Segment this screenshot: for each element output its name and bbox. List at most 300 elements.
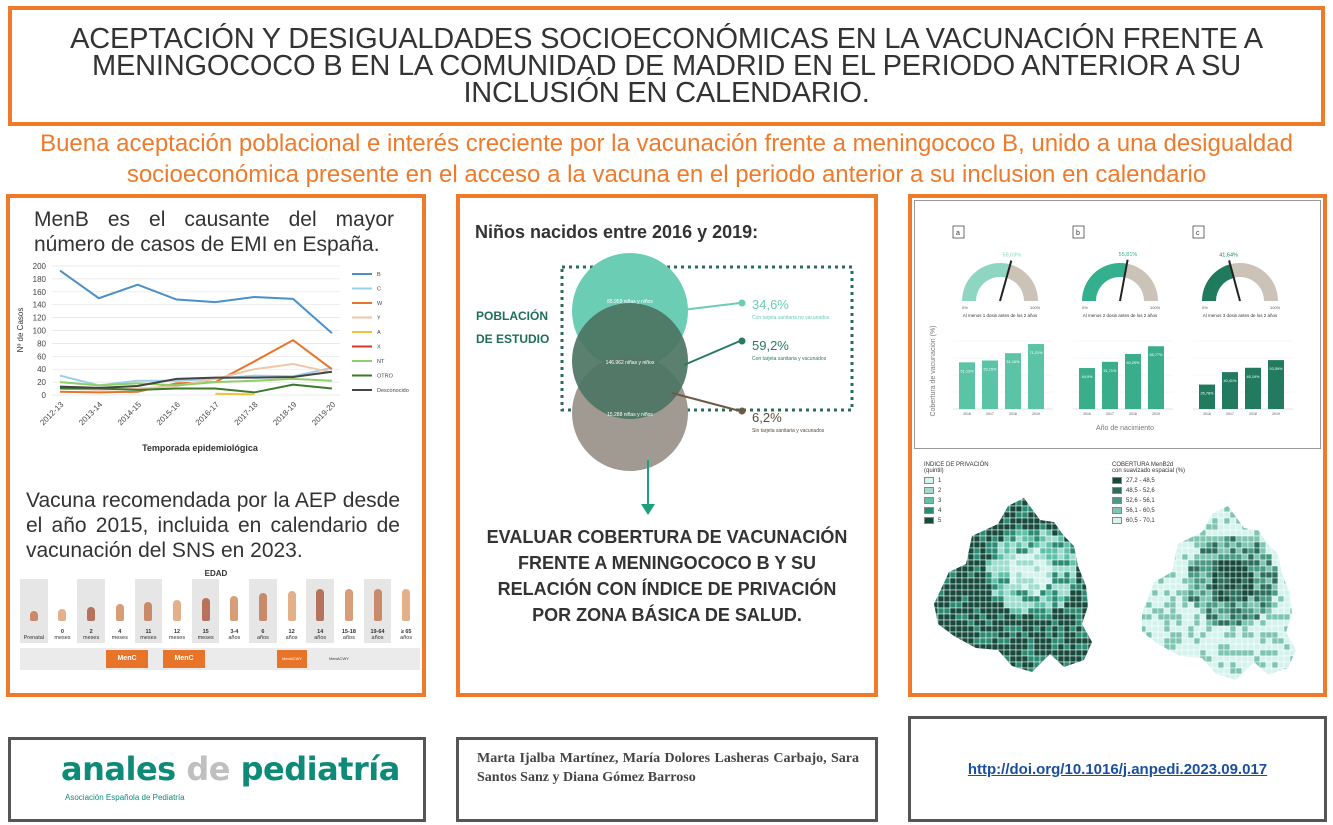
map-zone xyxy=(986,656,992,662)
map-zone xyxy=(1022,608,1028,614)
map-zone xyxy=(1308,602,1314,608)
map-zone xyxy=(1224,614,1230,620)
map-zone xyxy=(1040,590,1046,596)
map-zone xyxy=(1242,674,1248,680)
map-zone xyxy=(962,584,968,590)
map-zone xyxy=(932,560,938,566)
map-zone xyxy=(1146,644,1152,650)
map-zone xyxy=(1176,530,1182,536)
map-zone xyxy=(1052,638,1058,644)
map-zone xyxy=(1164,644,1170,650)
map-zone xyxy=(1004,584,1010,590)
map-zone xyxy=(980,662,986,668)
map-zone xyxy=(1284,494,1290,500)
map-zone xyxy=(980,644,986,650)
map-zone xyxy=(1100,644,1106,650)
map-zone xyxy=(1158,638,1164,644)
map-zone xyxy=(1194,602,1200,608)
legend-label: B xyxy=(377,272,381,278)
map-zone xyxy=(992,512,998,518)
x-tick-label: 2016-17 xyxy=(193,400,221,428)
map-zone xyxy=(974,554,980,560)
map-zone xyxy=(1188,608,1194,614)
map-zone xyxy=(1230,566,1236,572)
map-zone xyxy=(1064,638,1070,644)
map-zone xyxy=(1302,620,1308,626)
map-zone xyxy=(1272,536,1278,542)
map-zone xyxy=(950,614,956,620)
map-zone xyxy=(1088,506,1094,512)
map-zone xyxy=(1176,560,1182,566)
map-zone xyxy=(1212,608,1218,614)
map-zone xyxy=(1242,554,1248,560)
map-zone xyxy=(1088,602,1094,608)
x-tick-label: 2018-19 xyxy=(271,400,299,428)
map-zone xyxy=(1010,572,1016,578)
map-zone xyxy=(1170,518,1176,524)
map-zone xyxy=(1218,548,1224,554)
map-zone xyxy=(962,494,968,500)
map-zone xyxy=(1200,518,1206,524)
map-zone xyxy=(1146,566,1152,572)
map-zone xyxy=(1242,512,1248,518)
map-zone xyxy=(1088,590,1094,596)
map-zone xyxy=(1194,620,1200,626)
map-zone xyxy=(1040,542,1046,548)
map-zone xyxy=(1040,578,1046,584)
map-zone xyxy=(950,512,956,518)
map-zone xyxy=(1052,650,1058,656)
map-zone xyxy=(998,674,1004,680)
map-zone xyxy=(1254,602,1260,608)
bar-value-label: 44,9% xyxy=(1081,375,1093,380)
age-cell xyxy=(106,579,134,643)
map-zone xyxy=(998,536,1004,542)
map-zone xyxy=(944,608,950,614)
map-zone xyxy=(1236,674,1242,680)
map-zone xyxy=(950,566,956,572)
map-zone xyxy=(1248,596,1254,602)
map-zone xyxy=(1146,674,1152,680)
y-tick-label: 60 xyxy=(37,352,46,362)
map-zone xyxy=(974,644,980,650)
map-zone xyxy=(1200,650,1206,656)
map-zone xyxy=(1290,548,1296,554)
map-zone xyxy=(1164,668,1170,674)
map-zone xyxy=(1230,560,1236,566)
map-zone xyxy=(932,542,938,548)
map-zone xyxy=(1200,644,1206,650)
map-zone xyxy=(1242,638,1248,644)
map-zone xyxy=(1152,554,1158,560)
map-zone xyxy=(1010,560,1016,566)
map-zone xyxy=(1064,614,1070,620)
map-zone xyxy=(1058,608,1064,614)
map-zone xyxy=(956,608,962,614)
map-zone xyxy=(1028,632,1034,638)
map-zone xyxy=(1248,674,1254,680)
map-zone xyxy=(1058,506,1064,512)
map-zone xyxy=(1016,506,1022,512)
map-zone xyxy=(1272,560,1278,566)
map-zone xyxy=(1278,536,1284,542)
map-zone xyxy=(1278,542,1284,548)
map-zone xyxy=(1028,530,1034,536)
map-zone xyxy=(1028,524,1034,530)
gauge-value: 55,81% xyxy=(1118,251,1138,258)
map-zone xyxy=(1182,584,1188,590)
map-zone xyxy=(956,518,962,524)
map-zone xyxy=(1254,596,1260,602)
map-zone xyxy=(1266,620,1272,626)
map-zone xyxy=(950,644,956,650)
map-zone xyxy=(1272,650,1278,656)
map-zone xyxy=(1034,662,1040,668)
map-zone xyxy=(1206,674,1212,680)
x-tick-label: 2015-16 xyxy=(154,400,182,428)
map-zone xyxy=(968,662,974,668)
map-zone xyxy=(1088,524,1094,530)
doi-link[interactable]: http://doi.org/10.1016/j.anpedi.2023.09.017 xyxy=(967,760,1268,778)
map-zone xyxy=(1278,602,1284,608)
map-zone xyxy=(1040,512,1046,518)
gauge-value: 41,64% xyxy=(1219,252,1238,259)
x-tick-label: 2017-18 xyxy=(232,400,260,428)
map-zone xyxy=(1272,512,1278,518)
map-zone xyxy=(1064,536,1070,542)
map-zone xyxy=(1272,518,1278,524)
map-zone xyxy=(962,680,968,686)
map-zone xyxy=(1182,626,1188,632)
map-zone xyxy=(1206,566,1212,572)
map-zone xyxy=(1266,542,1272,548)
map-zone xyxy=(1140,530,1146,536)
map-zone xyxy=(1058,536,1064,542)
x-tick-label: 2019-20 xyxy=(310,400,338,428)
deprivation-legend-item: 2 xyxy=(924,487,989,494)
map-zone xyxy=(1046,494,1052,500)
map-zone xyxy=(980,506,986,512)
map-zone xyxy=(1248,536,1254,542)
map-zone xyxy=(1170,584,1176,590)
map-zone xyxy=(1146,572,1152,578)
map-zone xyxy=(1278,506,1284,512)
map-zone xyxy=(1266,536,1272,542)
map-zone xyxy=(986,650,992,656)
map-zone xyxy=(1278,656,1284,662)
map-zone xyxy=(1188,566,1194,572)
map-zone xyxy=(944,500,950,506)
gauge-max: 100% xyxy=(1030,305,1041,310)
map-zone xyxy=(944,530,950,536)
map-zone xyxy=(1248,548,1254,554)
map-zone xyxy=(1010,584,1016,590)
map-zone xyxy=(1176,608,1182,614)
map-zone xyxy=(1100,572,1106,578)
map-zone xyxy=(1158,512,1164,518)
map-zone xyxy=(1082,560,1088,566)
map-zone xyxy=(1052,506,1058,512)
map-zone xyxy=(1152,674,1158,680)
map-zone xyxy=(1140,524,1146,530)
map-zone xyxy=(962,572,968,578)
map-zone xyxy=(968,674,974,680)
map-zone xyxy=(1158,620,1164,626)
map-zone xyxy=(1266,530,1272,536)
map-zone xyxy=(1140,656,1146,662)
madrid-maps xyxy=(914,454,1321,694)
map-zone xyxy=(1176,662,1182,668)
map-zone xyxy=(1266,548,1272,554)
map-zone xyxy=(986,536,992,542)
map-zone xyxy=(1158,506,1164,512)
bar-value-label: 45,19% xyxy=(1246,374,1260,379)
map-zone xyxy=(1152,632,1158,638)
map-zone xyxy=(1146,650,1152,656)
map-zone xyxy=(1296,554,1302,560)
person-figure-icon xyxy=(30,611,38,621)
map-zone xyxy=(1224,548,1230,554)
map-zone xyxy=(1254,560,1260,566)
map-zone xyxy=(932,602,938,608)
map-zone xyxy=(932,632,938,638)
journal-sub: Asociación Española de Pediatría xyxy=(65,793,185,802)
map-zone xyxy=(1028,608,1034,614)
map-zone xyxy=(1212,560,1218,566)
map-zone xyxy=(1034,656,1040,662)
stat-3-desc: Sin tarjeta sanitaria y vacunados xyxy=(752,428,825,434)
map-zone xyxy=(1064,500,1070,506)
right-panel xyxy=(908,194,1327,697)
map-zone xyxy=(1010,512,1016,518)
map-zone xyxy=(1296,590,1302,596)
map-zone xyxy=(1236,578,1242,584)
map-zone xyxy=(944,620,950,626)
map-zone xyxy=(1212,536,1218,542)
map-zone xyxy=(1212,524,1218,530)
map-zone xyxy=(1034,524,1040,530)
map-zone xyxy=(1260,674,1266,680)
map-zone xyxy=(998,632,1004,638)
map-zone xyxy=(1028,596,1034,602)
map-zone xyxy=(1224,608,1230,614)
map-zone xyxy=(992,530,998,536)
map-zone xyxy=(1082,638,1088,644)
map-zone xyxy=(1176,572,1182,578)
map-zone xyxy=(1052,626,1058,632)
map-zone xyxy=(1278,644,1284,650)
map-zone xyxy=(1206,572,1212,578)
map-zone xyxy=(1076,512,1082,518)
menacwy-bar-2: MenACWY xyxy=(329,656,349,661)
map-zone xyxy=(1004,578,1010,584)
map-zone xyxy=(992,656,998,662)
map-zone xyxy=(1236,530,1242,536)
map-zone xyxy=(1082,626,1088,632)
map-zone xyxy=(1152,512,1158,518)
map-zone xyxy=(1224,500,1230,506)
map-zone xyxy=(974,614,980,620)
map-zone xyxy=(944,632,950,638)
map-zone xyxy=(1082,512,1088,518)
map-zone xyxy=(1206,668,1212,674)
map-zone xyxy=(992,560,998,566)
legend1-title: INDICE DE PRIVACIÓN xyxy=(924,462,989,468)
map-zone xyxy=(1140,680,1146,686)
map-zone xyxy=(1284,542,1290,548)
center-panel xyxy=(456,194,878,697)
map-zone xyxy=(1064,650,1070,656)
map-zone xyxy=(962,650,968,656)
map-zone xyxy=(1182,656,1188,662)
map-zone xyxy=(1308,530,1314,536)
map-zone xyxy=(1052,674,1058,680)
person-figure-icon xyxy=(202,598,210,621)
map-zone xyxy=(1100,536,1106,542)
map-zone xyxy=(1182,590,1188,596)
map-zone xyxy=(980,578,986,584)
map-zone xyxy=(1266,590,1272,596)
map-zone xyxy=(1278,548,1284,554)
map-zone xyxy=(1302,494,1308,500)
map-zone xyxy=(962,632,968,638)
map-zone xyxy=(1158,560,1164,566)
map-zone xyxy=(1070,644,1076,650)
map-zone xyxy=(1046,530,1052,536)
map-zone xyxy=(1242,536,1248,542)
map-zone xyxy=(986,494,992,500)
map-zone xyxy=(1152,584,1158,590)
map-zone xyxy=(932,608,938,614)
map-zone xyxy=(1064,554,1070,560)
map-zone xyxy=(1248,542,1254,548)
map-zone xyxy=(1052,566,1058,572)
map-zone xyxy=(1212,620,1218,626)
map-zone xyxy=(1278,518,1284,524)
map-zone xyxy=(1194,626,1200,632)
map-zone xyxy=(938,494,944,500)
map-zone xyxy=(938,524,944,530)
map-zone xyxy=(1052,584,1058,590)
map-zone xyxy=(1094,524,1100,530)
age-cell xyxy=(278,579,306,643)
map-zone xyxy=(1010,542,1016,548)
doi-box xyxy=(908,716,1327,822)
map-zone xyxy=(1164,512,1170,518)
map-zone xyxy=(1194,494,1200,500)
map-zone xyxy=(950,518,956,524)
map-zone xyxy=(980,500,986,506)
map-zone xyxy=(992,572,998,578)
map-zone xyxy=(1146,500,1152,506)
map-zone xyxy=(1296,656,1302,662)
map-zone xyxy=(992,518,998,524)
map-zone xyxy=(1158,614,1164,620)
map-zone xyxy=(1034,500,1040,506)
map-zone xyxy=(1194,554,1200,560)
map-zone xyxy=(1200,674,1206,680)
map-zone xyxy=(1230,506,1236,512)
map-zone xyxy=(1254,614,1260,620)
map-zone xyxy=(1064,596,1070,602)
bar-value-label: 60,29% xyxy=(1126,360,1140,365)
map-zone xyxy=(1040,506,1046,512)
map-zone xyxy=(1188,590,1194,596)
map-zone xyxy=(1152,548,1158,554)
map-zone xyxy=(1200,530,1206,536)
map-zone xyxy=(986,518,992,524)
map-zone xyxy=(1290,566,1296,572)
map-zone xyxy=(1010,650,1016,656)
map-zone xyxy=(1088,680,1094,686)
map-zone xyxy=(1296,632,1302,638)
map-zone xyxy=(1146,524,1152,530)
map-zone xyxy=(1236,632,1242,638)
map-zone xyxy=(1152,650,1158,656)
map-zone xyxy=(998,494,1004,500)
stat-2-desc: Con tarjeta sanitaria y vacunados xyxy=(752,356,827,362)
map-zone xyxy=(1272,608,1278,614)
map-zone xyxy=(1100,548,1106,554)
map-zone xyxy=(1058,560,1064,566)
map-zone xyxy=(1266,614,1272,620)
map-zone xyxy=(1076,536,1082,542)
map-zone xyxy=(1082,494,1088,500)
coverage-bar xyxy=(1222,372,1238,409)
map-zone xyxy=(1016,572,1022,578)
map-zone xyxy=(1284,530,1290,536)
map-zone xyxy=(1028,566,1034,572)
map-zone xyxy=(1206,590,1212,596)
map-zone xyxy=(1094,578,1100,584)
deprivation-legend-item: 3 xyxy=(924,497,989,504)
map-zone xyxy=(968,536,974,542)
map-zone xyxy=(1100,560,1106,566)
map-zone xyxy=(1070,596,1076,602)
map-zone xyxy=(986,572,992,578)
map-zone xyxy=(1248,614,1254,620)
map-zone xyxy=(1230,626,1236,632)
map-zone xyxy=(1046,644,1052,650)
map-zone xyxy=(1064,578,1070,584)
map-zone xyxy=(1076,656,1082,662)
map-zone xyxy=(956,584,962,590)
map-zone xyxy=(1230,674,1236,680)
map-zone xyxy=(1224,578,1230,584)
map-zone xyxy=(986,668,992,674)
map-zone xyxy=(1260,566,1266,572)
map-zone xyxy=(1158,524,1164,530)
map-zone xyxy=(1170,644,1176,650)
map-zone xyxy=(968,560,974,566)
map-zone xyxy=(1308,506,1314,512)
map-zone xyxy=(998,596,1004,602)
map-zone xyxy=(1272,494,1278,500)
map-zone xyxy=(986,608,992,614)
map-zone xyxy=(968,650,974,656)
map-zone xyxy=(1182,674,1188,680)
map-zone xyxy=(956,494,962,500)
map-zone xyxy=(1248,530,1254,536)
map-zone xyxy=(1218,662,1224,668)
map-zone xyxy=(1176,602,1182,608)
map-zone xyxy=(950,632,956,638)
map-zone xyxy=(1242,566,1248,572)
map-zone xyxy=(1004,536,1010,542)
map-zone xyxy=(932,572,938,578)
map-zone xyxy=(1200,566,1206,572)
map-zone xyxy=(1206,530,1212,536)
